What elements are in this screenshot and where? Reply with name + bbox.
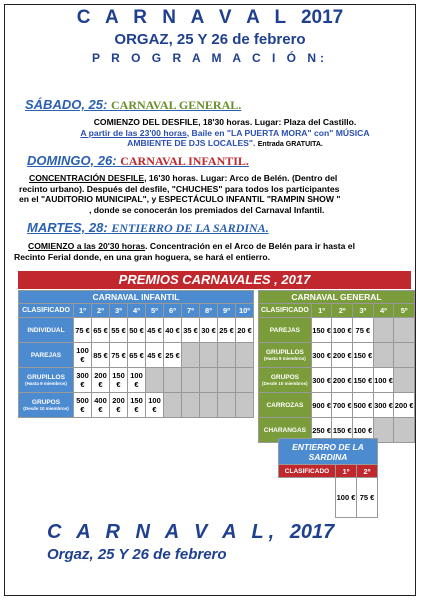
prize-cell	[236, 343, 254, 368]
prize-cell: 200 €	[110, 393, 128, 418]
row-label-text: GRUPILLOS	[265, 349, 304, 356]
prize-cell: 20 €	[236, 318, 254, 343]
saturday-line-2: A partir de las 23'00 horas, Baile en "LA PUERTA MORA" con" MÚSICA	[80, 127, 370, 138]
prize-cell	[182, 393, 200, 418]
prize-cell	[218, 393, 236, 418]
prize-cell: 75 €	[353, 318, 374, 343]
sunday-line-2: recinto urbano). Después del desfile, "CHUCHES" para todos los participantes	[19, 183, 340, 194]
sunday-text	[19, 173, 411, 215]
prize-cell: 65 €	[128, 343, 146, 368]
saturday-text	[45, 117, 405, 151]
general-row-label	[259, 318, 312, 343]
table-row	[259, 318, 415, 343]
infantil-prize-table	[18, 290, 254, 418]
prize-cell: 200 €	[332, 368, 353, 393]
general-place-2: 2º	[332, 304, 353, 318]
prize-cell	[373, 343, 394, 368]
prize-cell	[218, 343, 236, 368]
prize-cell: 200 €	[394, 393, 415, 418]
tuesday-line-1: COMIENZO a las 20'30 horas. Concentración en el Arco de Belén para ir hasta el	[28, 241, 355, 251]
footer-title: C A R N A V A L, 2017	[47, 521, 335, 543]
row-label-text: GRUPOS	[270, 374, 299, 381]
table-row	[19, 393, 254, 418]
prize-cell: 150 €	[110, 368, 128, 393]
general-place-1: 1º	[311, 304, 332, 318]
prize-cell: 40 €	[164, 318, 182, 343]
entierro-header-row	[279, 465, 378, 478]
prize-cell: 150 €	[311, 318, 332, 343]
sunday-line-3: en el "AUDITORIO MUNICIPAL", y ESPECTÁCULO INFANTIL "RAMPIN SHOW "	[19, 194, 341, 204]
entierro-value-row	[279, 478, 378, 518]
prize-cell: 100 €	[332, 318, 353, 343]
infantil-row-label	[19, 368, 74, 393]
row-label-text: PAREJAS	[30, 351, 62, 359]
infantil-place-8: 8º	[200, 304, 218, 318]
general-prize-table	[258, 290, 415, 443]
row-label-text: GRUPOS	[31, 399, 61, 406]
prize-cell: 25 €	[218, 318, 236, 343]
entierro-place-2: 2º	[357, 465, 378, 478]
tuesday-heading: MARTES, 28: ENTIERRO DE LA SARDINA.	[27, 220, 269, 235]
infantil-row-label	[19, 318, 74, 343]
general-row-label	[259, 368, 312, 393]
row-label-note: (Hasta 9 miembros)	[264, 356, 306, 361]
prize-cell	[394, 343, 415, 368]
row-label-text: PAREJAS	[269, 326, 301, 334]
prize-cell: 55 €	[110, 318, 128, 343]
prize-cell: 300 €	[311, 368, 332, 393]
prize-cell	[200, 393, 218, 418]
prize-cell: 500 €	[74, 393, 92, 418]
general-table-title: CARNAVAL GENERAL	[259, 291, 415, 304]
prize-cell	[200, 368, 218, 393]
prize-cell: 150 €	[332, 418, 353, 443]
entierro-clasificado-label: CLASIFICADO	[279, 465, 336, 478]
prize-cell	[164, 368, 182, 393]
general-header-row	[259, 304, 415, 318]
prize-cell: 400 €	[92, 393, 110, 418]
prize-cell	[146, 368, 164, 393]
prize-cell: 45 €	[146, 343, 164, 368]
prize-cell: 25 €	[164, 343, 182, 368]
table-row	[259, 343, 415, 368]
row-label-text: CARROZAS	[266, 401, 304, 409]
prize-cell: 500 €	[353, 393, 374, 418]
general-row-label	[259, 343, 312, 368]
prize-cell: 200 €	[332, 343, 353, 368]
infantil-place-4: 4º	[128, 304, 146, 318]
infantil-place-3: 3º	[110, 304, 128, 318]
entierro-value-2: 75 €	[357, 478, 378, 518]
infantil-place-5: 5º	[146, 304, 164, 318]
prize-cell: 700 €	[332, 393, 353, 418]
prize-cell: 150 €	[353, 368, 374, 393]
prize-cell: 45 €	[146, 318, 164, 343]
prize-cell: 35 €	[182, 318, 200, 343]
table-row	[19, 368, 254, 393]
prize-cell: 100 €	[373, 368, 394, 393]
row-label-note: (Desde 10 miembros)	[23, 406, 69, 411]
prize-cell: 65 €	[92, 318, 110, 343]
prize-cell: 75 €	[74, 318, 92, 343]
infantil-table-title: CARNAVAL INFANTIL	[19, 291, 254, 304]
table-row	[19, 343, 254, 368]
table-row	[19, 318, 254, 343]
prize-cell: 200 €	[92, 368, 110, 393]
prize-cell: 300 €	[373, 393, 394, 418]
saturday-line-1: COMIENZO DEL DESFILE, 18'30 horas. Lugar: Plaza del Castillo.	[93, 117, 357, 127]
prize-cell: 75 €	[110, 343, 128, 368]
prize-cell: 100 €	[353, 418, 374, 443]
prize-cell: 150 €	[353, 343, 374, 368]
sunday-heading: DOMINGO, 26: CARNAVAL INFANTIL.	[27, 153, 249, 168]
sunday-line-1: CONCENTRACIÓN DESFILE, 16'30 horas. Lugar: Arco de Belén. (Dentro del	[29, 173, 338, 183]
saturday-line-3: AMBIENTE DE DJS LOCALES". Entrada GRATUITA.	[127, 138, 323, 148]
prize-cell: 50 €	[128, 318, 146, 343]
prize-cell	[164, 393, 182, 418]
row-label-text: CHARANGAS	[263, 426, 307, 434]
prize-cell	[218, 368, 236, 393]
prize-cell	[373, 318, 394, 343]
header-program: P R O G R A M A C I Ó N:	[91, 51, 328, 65]
header-subtitle: ORGAZ, 25 Y 26 de febrero	[114, 31, 306, 48]
tuesday-text	[14, 241, 414, 262]
prize-cell	[236, 393, 254, 418]
prize-cell	[200, 343, 218, 368]
entierro-value-1: 100 €	[336, 478, 357, 518]
prize-cell: 100 €	[128, 368, 146, 393]
entierro-prize-table	[278, 438, 378, 518]
row-label-note: (Desde 10 miembros)	[262, 381, 308, 386]
prize-cell: 100 €	[74, 343, 92, 368]
prize-cell	[182, 343, 200, 368]
sunday-line-4: , donde se conocerán los premiados del Carnaval Infantil.	[89, 204, 325, 215]
row-label-text: INDIVIDUAL	[27, 326, 65, 334]
general-row-label	[259, 393, 312, 418]
prize-cell	[182, 368, 200, 393]
poster	[4, 4, 416, 596]
row-label-text: GRUPILLOS	[27, 374, 65, 381]
header-title: C A R N A V A L 2017	[76, 7, 344, 28]
footer-subtitle: Orgaz, 25 Y 26 de febrero	[47, 546, 227, 563]
general-place-5: 5º	[394, 304, 415, 318]
prizes-banner: PREMIOS CARNAVALES , 2017	[18, 271, 411, 289]
entierro-table-title: ENTIERRO DE LA SARDINA	[279, 439, 378, 465]
table-row	[259, 393, 415, 418]
infantil-place-6: 6º	[164, 304, 182, 318]
infantil-clasificado-label: CLASIFICADO	[19, 304, 74, 318]
saturday-heading: SÁBADO, 25: CARNAVAL GENERAL.	[25, 97, 242, 112]
entierro-place-1: 1º	[336, 465, 357, 478]
infantil-row-label	[19, 393, 74, 418]
infantil-place-10: 10º	[236, 304, 254, 318]
prize-cell: 100 €	[146, 393, 164, 418]
infantil-row-label	[19, 343, 74, 368]
general-place-4: 4º	[373, 304, 394, 318]
infantil-place-2: 2º	[92, 304, 110, 318]
prize-cell	[394, 318, 415, 343]
infantil-header-row	[19, 304, 254, 318]
prize-cell: 30 €	[200, 318, 218, 343]
prize-cell	[236, 368, 254, 393]
prize-cell: 150 €	[128, 393, 146, 418]
prize-cell	[394, 418, 415, 443]
row-label-note: (Hasta 9 miembros)	[25, 381, 67, 386]
infantil-place-9: 9º	[218, 304, 236, 318]
table-row	[259, 368, 415, 393]
prize-cell	[394, 368, 415, 393]
general-place-3: 3º	[353, 304, 374, 318]
prize-cell: 300 €	[311, 343, 332, 368]
prize-cell: 250 €	[311, 418, 332, 443]
infantil-place-1: 1º	[74, 304, 92, 318]
prize-cell: 900 €	[311, 393, 332, 418]
tuesday-line-2: Recinto Ferial donde, en una gran hoguera, se hará el entierro.	[14, 251, 270, 262]
infantil-place-7: 7º	[182, 304, 200, 318]
general-clasificado-label: CLASIFICADO	[259, 304, 312, 318]
prize-cell: 300 €	[74, 368, 92, 393]
prize-cell: 85 €	[92, 343, 110, 368]
